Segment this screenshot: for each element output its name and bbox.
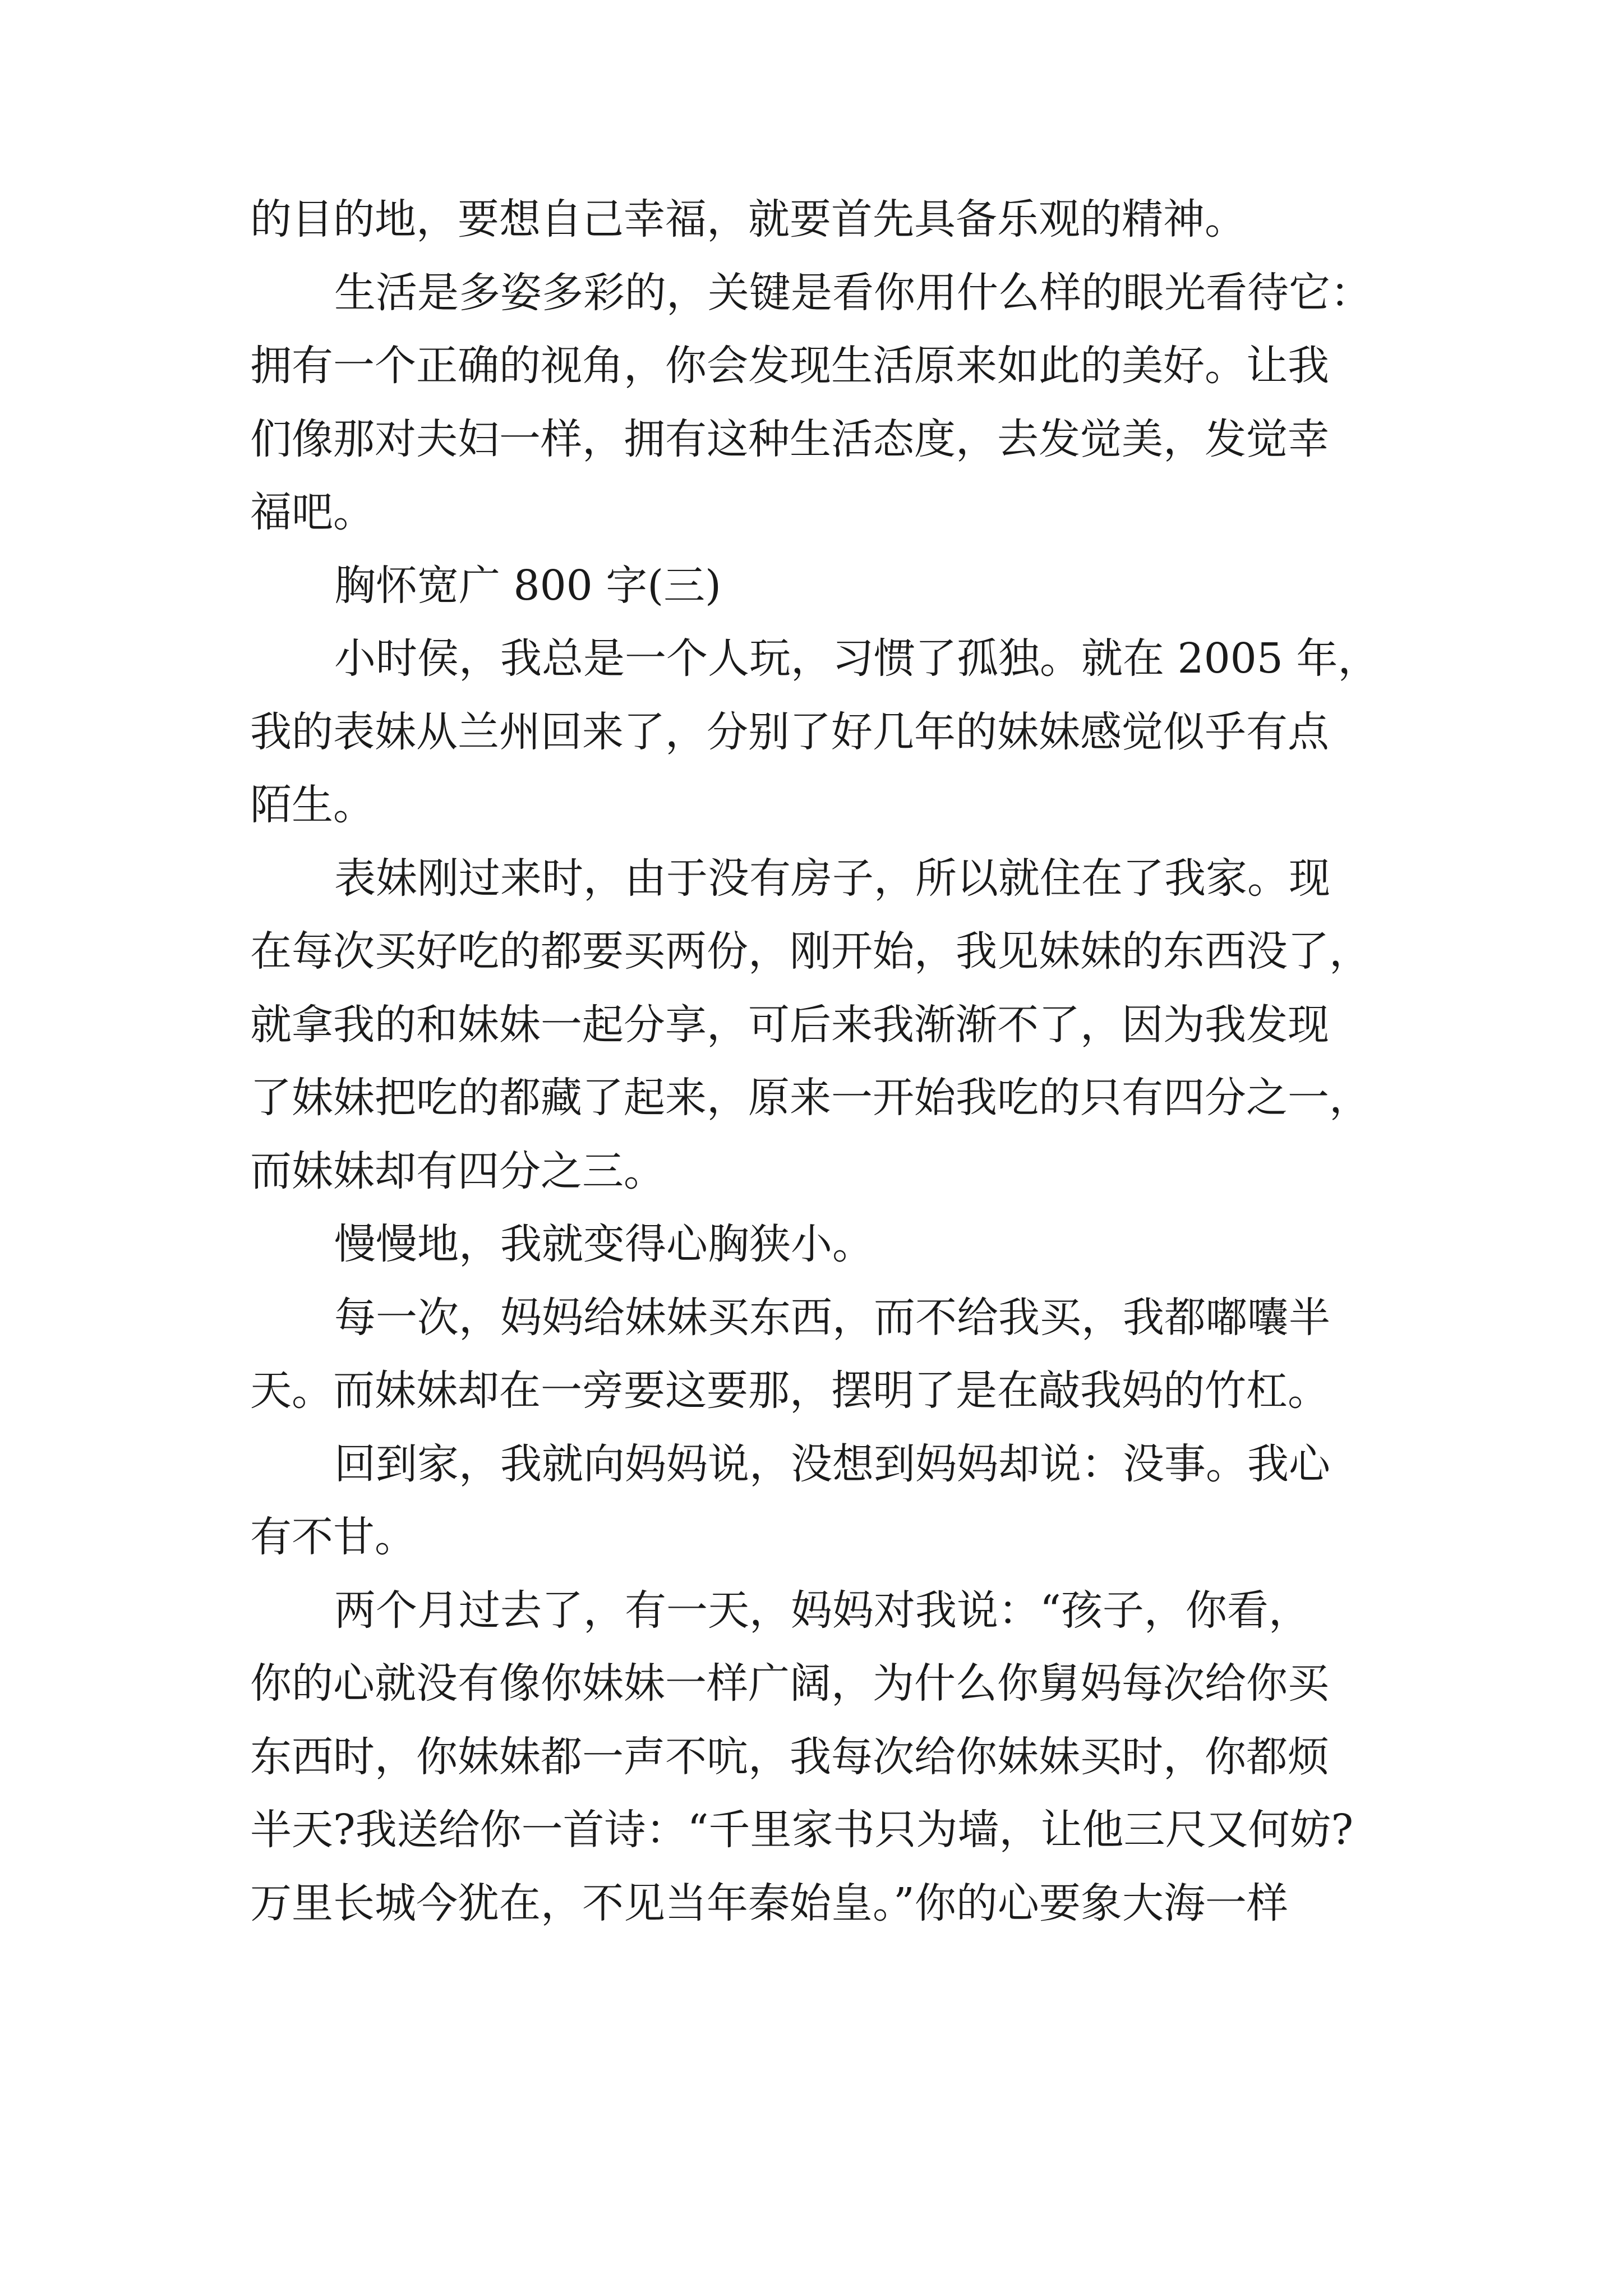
text-line: 拥有一个正确的视角，你会发现生活原来如此的美好。让我 — [250, 342, 1329, 390]
text-line: 陌生。 — [250, 781, 375, 829]
text-line: 了妹妹把吃的都藏了起来，原来一开始我吃的只有四分之一， — [250, 1074, 1371, 1122]
text-line: 慢慢地，我就变得心胸狭小。 — [334, 1220, 874, 1268]
text-line: 东西时，你妹妹都一声不吭，我每次给你妹妹买时，你都烦 — [250, 1732, 1329, 1781]
text-line: 就拿我的和妹妹一起分享，可后来我渐渐不了，因为我发现 — [250, 1000, 1329, 1049]
text-line: 天。而妹妹却在一旁要这要那，摆明了是在敲我妈的竹杠。 — [250, 1366, 1329, 1415]
text-line: 小时侯，我总是一个人玩，习惯了孤独。就在 2005 年， — [334, 634, 1380, 683]
text-line: 每一次，妈妈给妹妹买东西，而不给我买，我都嘟囔半 — [334, 1293, 1330, 1342]
text-line: 生活是多姿多彩的，关键是看你用什么样的眼光看待它： — [334, 268, 1372, 317]
text-line: 回到家，我就向妈妈说，没想到妈妈却说：没事。我心 — [334, 1439, 1330, 1488]
text-line: 有不甘。 — [250, 1513, 416, 1561]
text-line: 在每次买好吃的都要买两份，刚开始，我见妹妹的东西没了， — [250, 927, 1371, 976]
text-line: 半天?我送给你一首诗：“千里家书只为墙，让他三尺又何妨? — [250, 1806, 1354, 1854]
text-line: 我的表妹从兰州回来了，分别了好几年的妹妹感觉似乎有点 — [250, 707, 1329, 756]
text-line: 两个月过去了，有一天，妈妈对我说：“孩子，你看， — [334, 1586, 1310, 1635]
essay-body — [250, 183, 1389, 1940]
text-line: 们像那对夫妇一样，拥有这种生活态度，去发觉美，发觉幸 — [250, 415, 1329, 463]
text-line: 你的心就没有像你妹妹一样广阔，为什么你舅妈每次给你买 — [250, 1659, 1329, 1708]
text-line: 福吧。 — [250, 488, 375, 536]
text-line: 而妹妹却有四分之三。 — [250, 1147, 665, 1195]
text-line: 胸怀宽广 800 字(三) — [334, 561, 722, 610]
text-line: 万里长城今犹在，不见当年秦始皇。”你的心要象大海一样 — [250, 1879, 1288, 1927]
text-line: 表妹刚过来时，由于没有房子，所以就住在了我家。现 — [334, 854, 1330, 903]
text-line: 的目的地，要想自己幸福，就要首先具备乐观的精神。 — [250, 195, 1246, 243]
